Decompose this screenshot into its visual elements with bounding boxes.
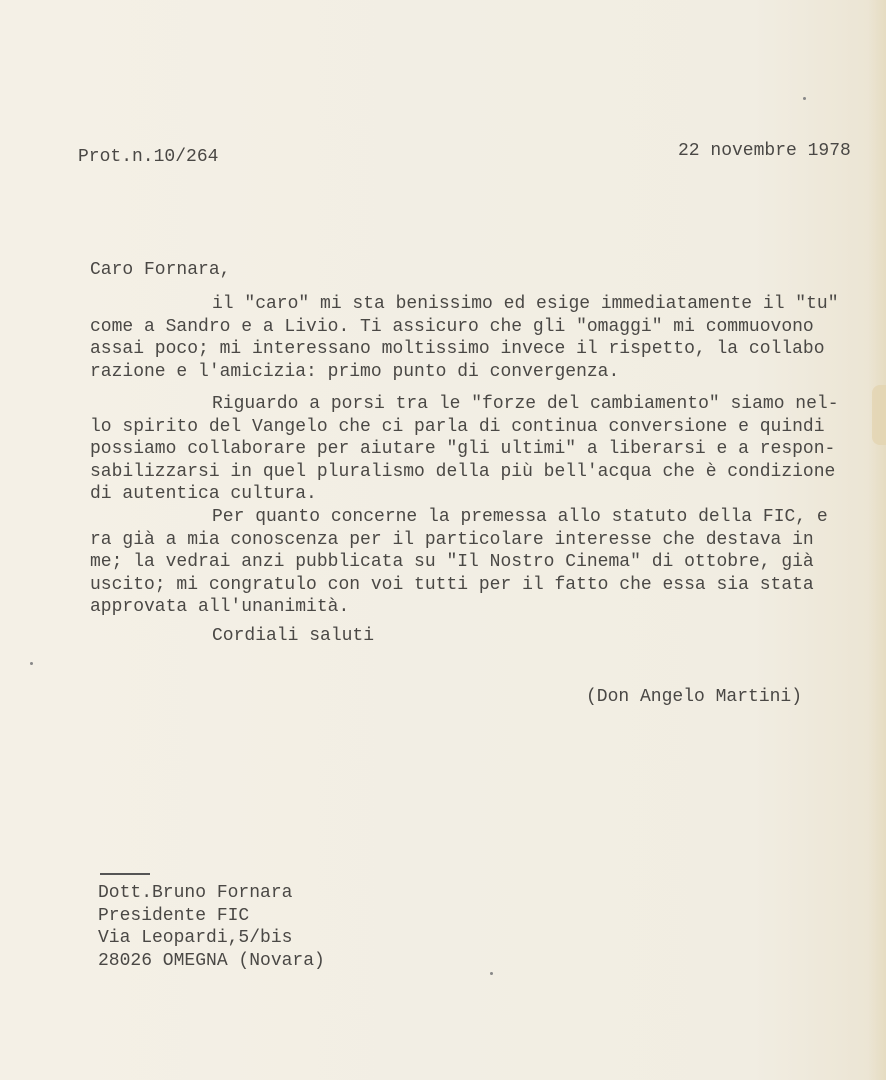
text-line: me; la vedrai anzi pubblicata su "Il Nostro Cinema" di ottobre, già <box>90 552 814 572</box>
protocol-number: Prot.n.10/264 <box>78 147 219 167</box>
divider-rule <box>100 873 150 875</box>
address-line: Presidente FIC <box>98 905 250 926</box>
letter-date: 22 novembre 1978 <box>678 141 851 161</box>
text-line: Per quanto concerne la premessa allo statuto della FIC, e <box>212 507 828 527</box>
paper-speck <box>803 97 806 100</box>
recipient-address <box>98 882 325 972</box>
paragraph-1 <box>90 293 839 383</box>
text-line: Riguardo a porsi tra le "forze del cambiamento" siamo nel- <box>212 394 839 414</box>
text-line: razione e l'amicizia: primo punto di convergenza. <box>90 361 620 382</box>
text-line: assai poco; mi interessano moltissimo invece il rispetto, la collabo <box>90 339 825 359</box>
text-line: uscito; mi congratulo con voi tutti per il fatto che essa sia stata <box>90 574 814 595</box>
address-line: Via Leopardi,5/bis <box>98 928 293 948</box>
salutation: Caro Fornara, <box>90 260 231 280</box>
paper-speck <box>490 972 493 975</box>
text-line: come a Sandro e a Livio. Ti assicuro che gli "omaggi" mi commuovono <box>90 316 814 337</box>
text-line: ra già a mia conoscenza per il particolare interesse che destava in <box>90 529 814 550</box>
closing: Cordiali saluti <box>212 626 375 646</box>
paper-edge-shadow <box>868 0 886 1080</box>
address-line: Dott.Bruno Fornara <box>98 883 293 903</box>
text-line: possiamo collaborare per aiutare "gli ultimi" a liberarsi e a respon- <box>90 439 836 459</box>
text-line: lo spirito del Vangelo che ci parla di continua conversione e quindi <box>90 416 825 437</box>
signature-name: (Don Angelo Martini) <box>586 687 803 707</box>
paper-stain <box>872 385 886 445</box>
address-line: 28026 OMEGNA (Novara) <box>98 950 325 971</box>
text-line: il "caro" mi sta benissimo ed esige immediatamente il "tu" <box>212 294 839 314</box>
paragraph-3 <box>90 506 828 619</box>
paper-speck <box>30 662 33 665</box>
text-line: approvata all'unanimità. <box>90 597 350 617</box>
text-line: sabilizzarsi in quel pluralismo della più bell'acqua che è condizione <box>90 461 836 482</box>
text-line: di autentica cultura. <box>90 484 317 504</box>
paragraph-2 <box>90 393 839 506</box>
